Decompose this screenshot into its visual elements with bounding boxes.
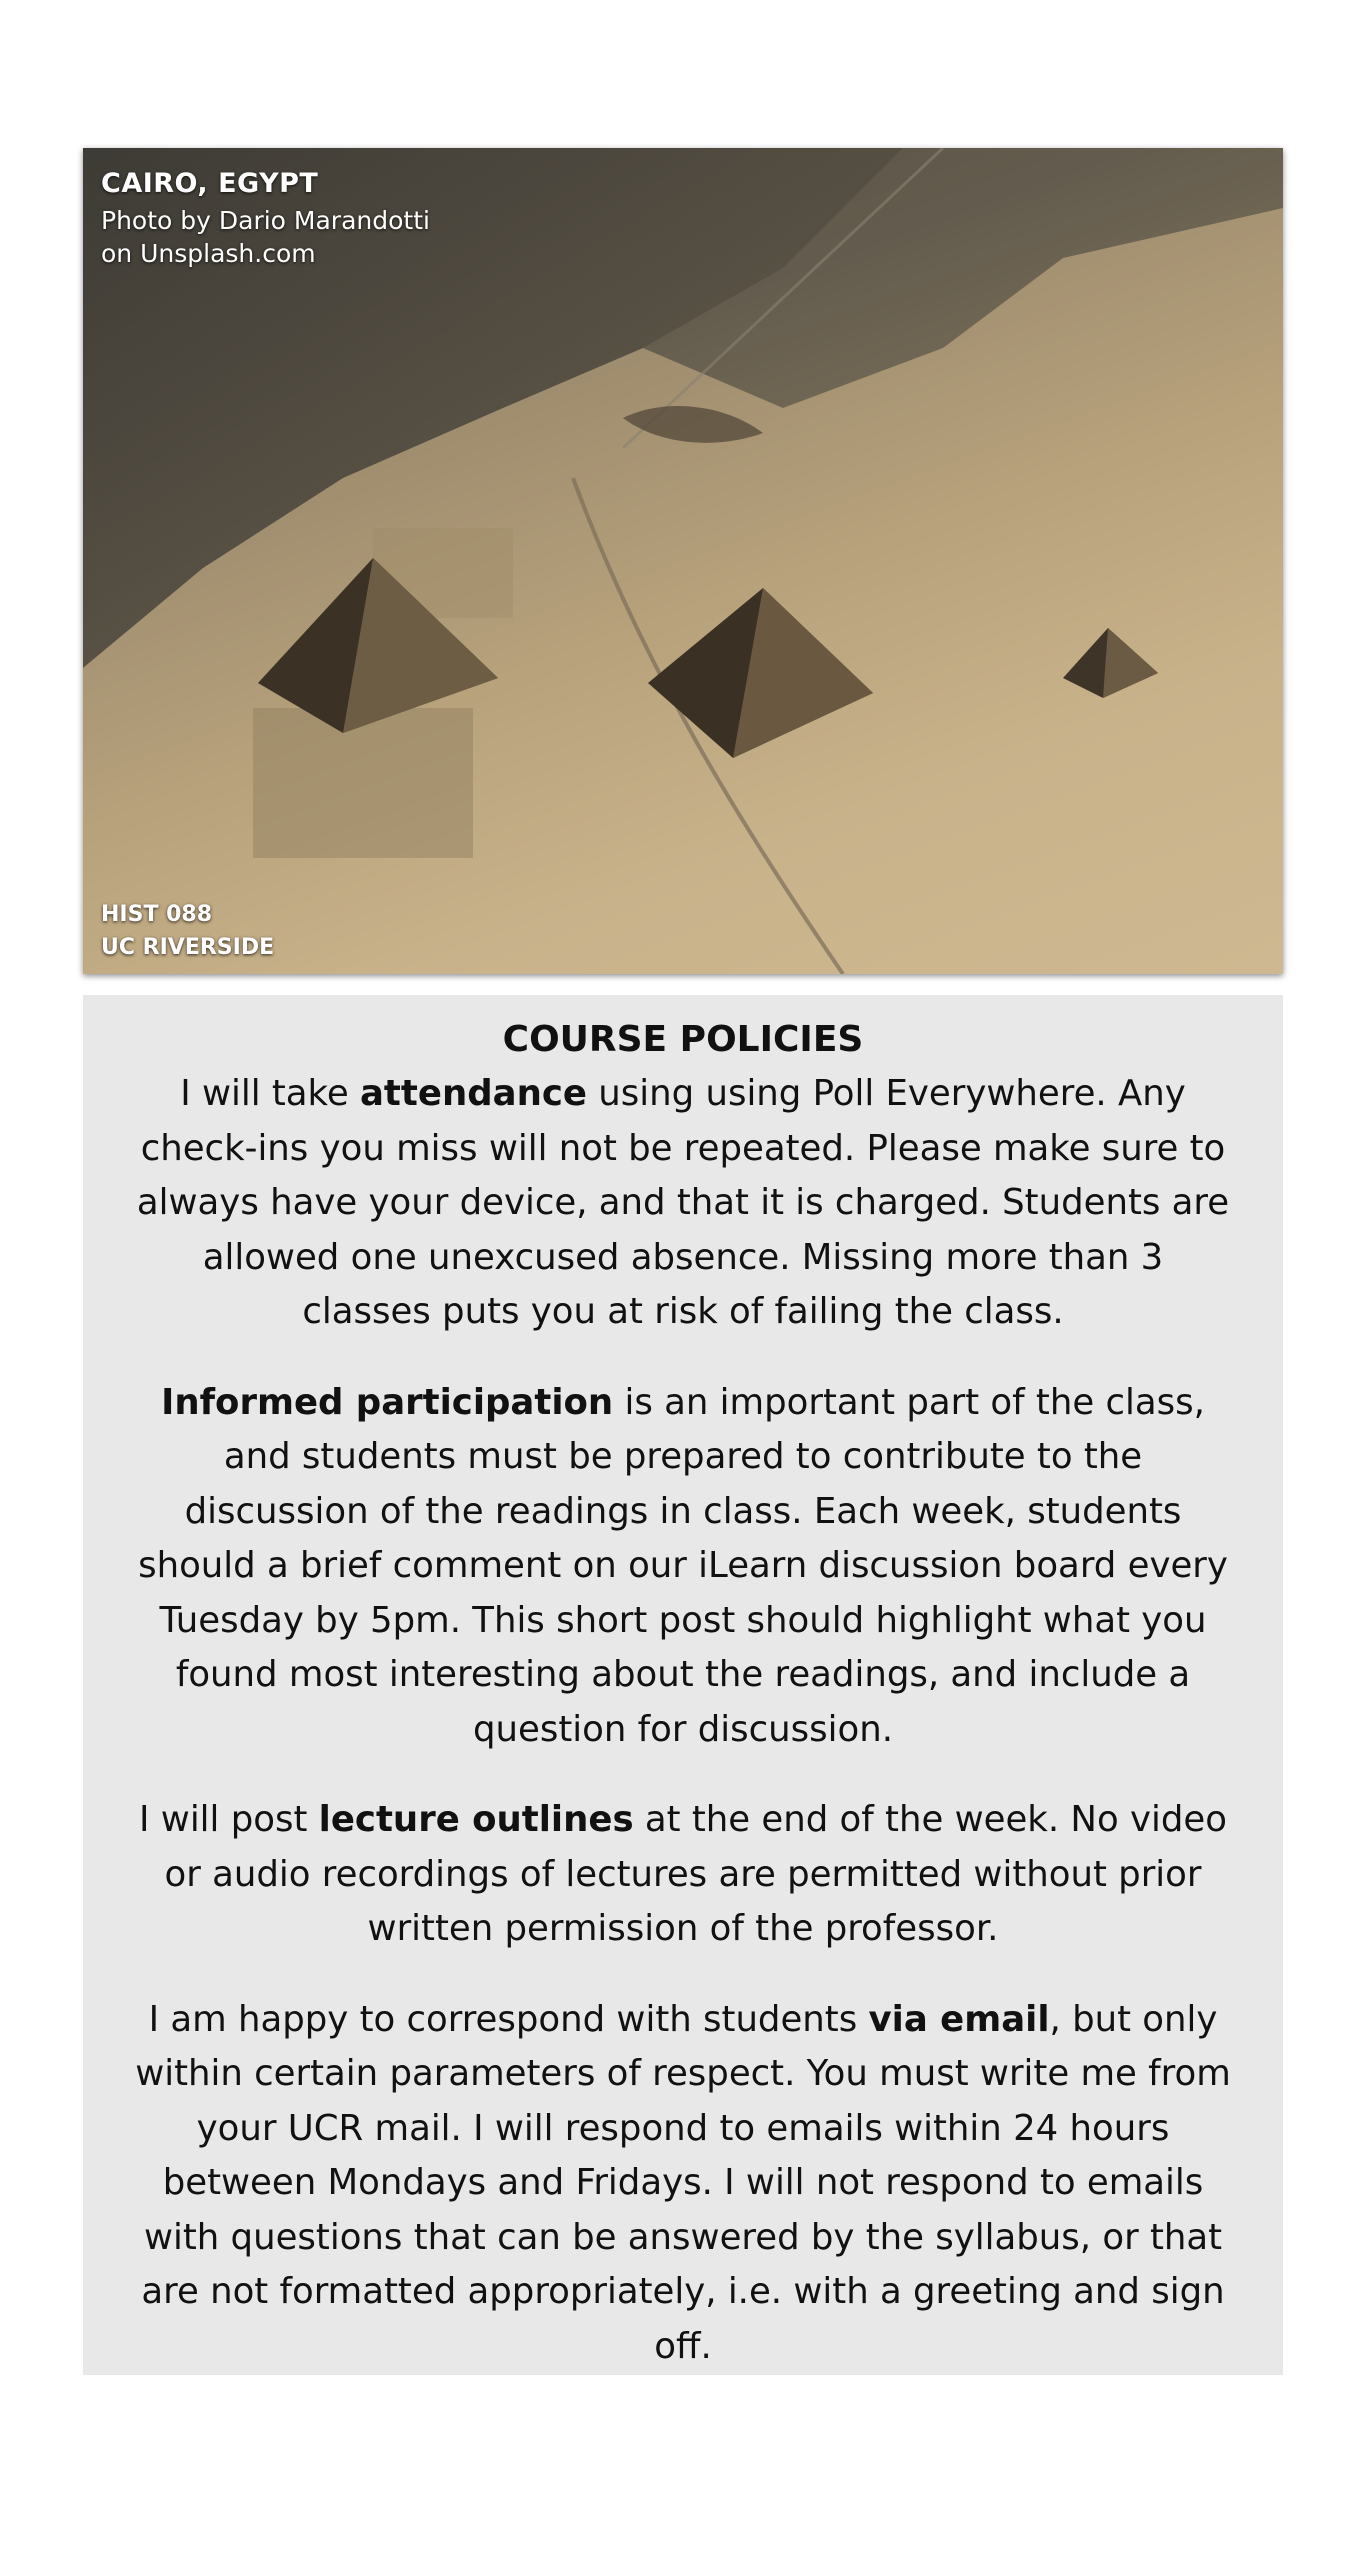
university-name: UC RIVERSIDE xyxy=(101,935,275,960)
photo-location: CAIRO, EGYPT xyxy=(101,168,319,199)
outlines-text-before: I will post xyxy=(139,1799,319,1840)
participation-text-after: is an important part of the class, and students must be prepared to contribute to the discussion of the readings in class. Each week, students should a brief comment on our iLearn discussion board every Tuesday by 5pm. This short post should highlight what you found most interesting about the readings, and include a question for discussion. xyxy=(138,1381,1228,1750)
participation-policy xyxy=(133,1376,1233,1758)
email-text-after: , but only within certain parameters of respect. You must write me from your UCR mail. I will respond to emails within 24 hours between Mondays and Fridays. I will not respond to emails with questions that can be answered by the syllabus, or that are not formatted appropriately, i.e. with a greeting and sign off. xyxy=(135,1998,1231,2367)
attendance-policy xyxy=(133,1067,1233,1340)
course-policies-panel xyxy=(83,995,1283,2375)
policies-title: COURSE POLICIES xyxy=(502,1019,864,1060)
email-policy xyxy=(133,1993,1233,2375)
pyramids-illustration xyxy=(83,148,1283,974)
outlines-policy xyxy=(133,1793,1233,1957)
photo-caption-top xyxy=(101,168,461,270)
email-text-before: I am happy to correspond with students xyxy=(148,1998,869,2040)
photo-credit: Photo by Dario Marandotti on Unsplash.com xyxy=(101,206,430,268)
photo-caption-bottom xyxy=(101,898,274,964)
email-keyword: via email xyxy=(868,1998,1050,2040)
attendance-keyword: attendance xyxy=(359,1073,587,1114)
outlines-text-after: at the end of the week. No video or audio recordings of lectures are permitted without prior written permission of the professor. xyxy=(164,1799,1227,1949)
attendance-text-after: using using Poll Everywhere. Any check-ins you miss will not be repeated. Please make sure to always have your device, and that it is charged. Students are allowed one unexcused absence. Missing more than 3 classes puts you at risk of failing the class. xyxy=(136,1073,1230,1332)
course-code: HIST 088 xyxy=(101,902,213,927)
outlines-keyword: lecture outlines xyxy=(318,1799,634,1840)
cover-photo-giza-pyramids xyxy=(83,148,1283,974)
participation-keyword: Informed participation xyxy=(161,1381,614,1423)
attendance-text-before: I will take xyxy=(180,1073,360,1114)
